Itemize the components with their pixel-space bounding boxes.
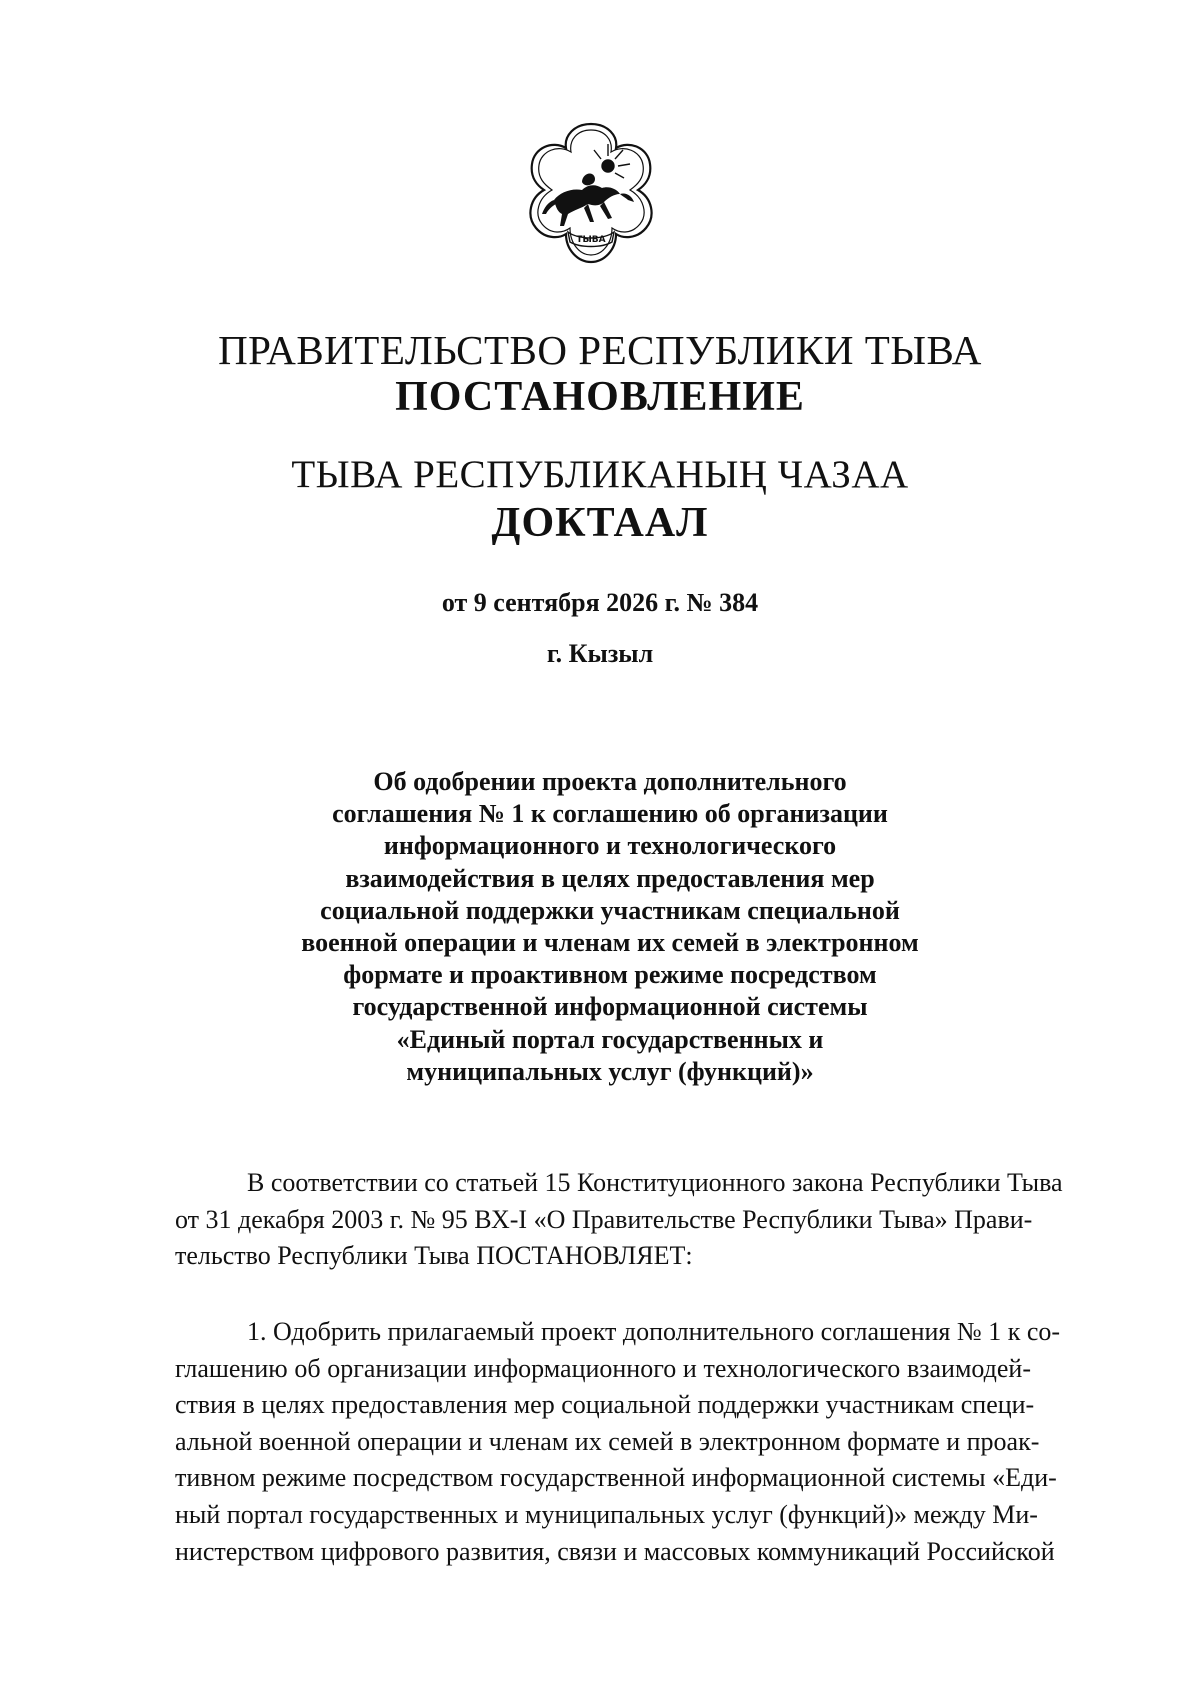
paragraph-line: 1. Одобрить прилагаемый проект дополнительного соглашения № 1 к со- (247, 1317, 1061, 1346)
subject-line: информационного и технологического (383, 831, 837, 861)
document-type-tyv: ДОКТААЛ (491, 500, 709, 546)
paragraph-line: тивном режиме посредством государственной информационной системы «Еди- (175, 1463, 1057, 1493)
paragraph-line: от 31 декабря 2003 г. № 95 ВХ-I «О Правительстве Республики Тыва» Прави- (175, 1204, 1033, 1234)
subject-line: соглашения № 1 к соглашению об организации (332, 799, 888, 829)
document-type-ru: ПОСТАНОВЛЕНИЕ (395, 374, 805, 420)
subject-line: взаимодействия в целях предоставления мер (345, 863, 875, 893)
paragraph-line: ный портал государственных и муниципальных услуг (функций)» между Ми- (175, 1499, 1038, 1529)
paragraph-line: нистерством цифрового развития, связи и массовых коммуникаций Российской (175, 1536, 1055, 1566)
document-date-number: от 9 сентября 2026 г. № 384 (441, 588, 759, 617)
government-title-tyv: ТЫВА РЕСПУБЛИКАНЫҢ ЧАЗАА (291, 453, 909, 496)
body-paragraph-item-1 (175, 1314, 1061, 1570)
subject-line: Об одобрении проекта дополнительного (373, 767, 847, 796)
document-subject (300, 766, 920, 1088)
document-city: г. Кызыл (546, 639, 654, 668)
subject-line: государственной информационной системы (352, 992, 868, 1022)
tuva-coat-of-arms-icon (516, 118, 666, 268)
subject-line: «Единый портал государственных и (396, 1024, 824, 1054)
paragraph-line: тельство Республики Тыва ПОСТАНОВЛЯЕТ: (175, 1241, 693, 1271)
svg-text:ТЫВА: ТЫВА (576, 235, 606, 245)
paragraph-line: альной военной операции и членам их семей в электронном формате и проак- (175, 1426, 1040, 1456)
subject-line: социальной поддержки участникам специальной (320, 895, 900, 925)
body-paragraph-preamble (175, 1165, 1063, 1275)
subject-line: военной операции и членам их семей в электронном (301, 928, 919, 958)
paragraph-line: ствия в целях предоставления мер социальной поддержки участникам специ- (175, 1390, 1035, 1420)
paragraph-line: глашению об организации информационного и технологического взаимодей- (175, 1353, 1031, 1383)
subject-line: муниципальных услуг (функций)» (406, 1056, 814, 1086)
paragraph-line: В соответствии со статьей 15 Конституционного закона Республики Тыва (247, 1168, 1063, 1197)
subject-line: формате и проактивном режиме посредством (343, 960, 877, 990)
government-title-ru: ПРАВИТЕЛЬСТВО РЕСПУБЛИКИ ТЫВА (218, 327, 982, 373)
